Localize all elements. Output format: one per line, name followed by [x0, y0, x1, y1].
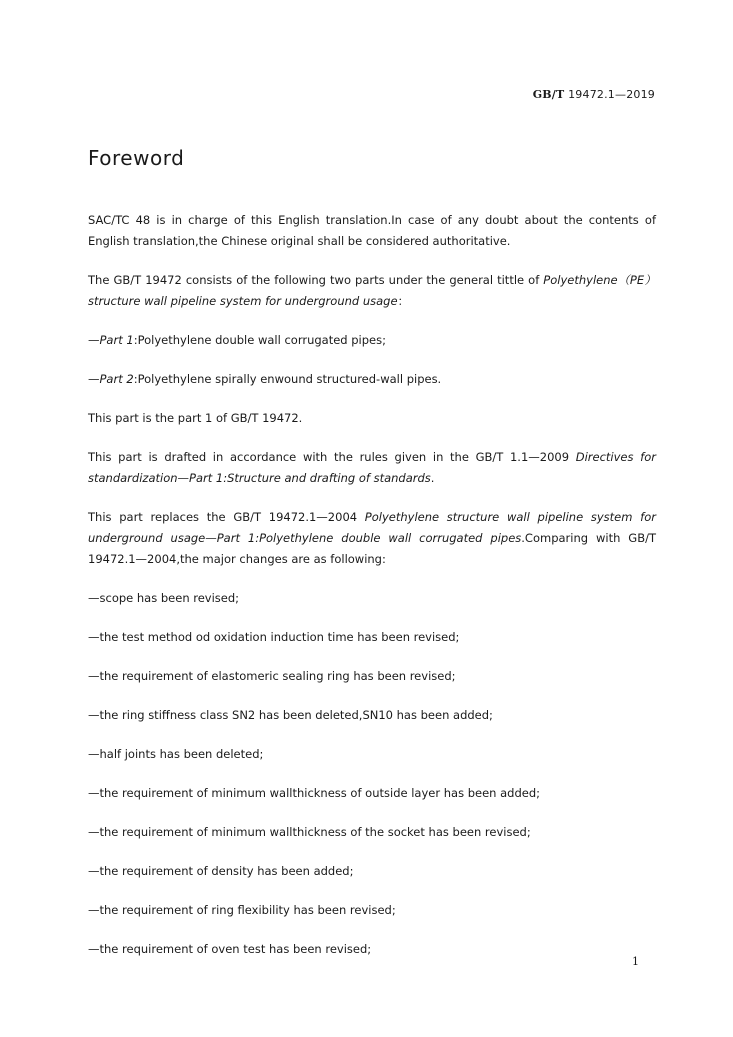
- parts-intro-end: ：: [397, 294, 410, 308]
- page-number: 1: [632, 955, 639, 968]
- part-1-label: Part 1: [99, 333, 134, 347]
- part-1-dash: —: [88, 333, 100, 347]
- replacement-text: This part replaces the GB/T 19472.1—2004: [88, 510, 365, 524]
- part-2-item: [88, 369, 656, 390]
- change-item: —the ring stiffness class SN2 has been deleted,SN10 has been added;: [88, 708, 493, 722]
- general-title: Polyethylene（PE） structure wall pipeline system for underground usage: [88, 273, 656, 308]
- document-body: [88, 210, 656, 978]
- translation-note-paragraph: [88, 210, 656, 252]
- standard-number: 19472.1—2019: [564, 88, 655, 101]
- part-2-label: Part 2: [99, 372, 134, 386]
- part-2-dash: —: [88, 372, 100, 386]
- change-item: —half joints has been deleted;: [88, 747, 264, 761]
- page-title: Foreword: [88, 146, 185, 170]
- change-item: —the test method od oxidation induction time has been revised;: [88, 630, 460, 644]
- parts-intro-paragraph: [88, 270, 656, 312]
- translation-note-text: SAC/TC 48 is in charge of this English translation.In case of any doubt about the contents of English translation,the Chinese original shall be considered authoritative.: [88, 213, 656, 248]
- drafting-rules-paragraph: [88, 447, 656, 489]
- change-item: —the requirement of minimum wallthickness of outside layer has been added;: [88, 786, 541, 800]
- parts-intro-text: The GB/T 19472 consists of the following two parts under the general tittle of: [88, 273, 544, 287]
- drafting-rules-end: .: [430, 471, 435, 485]
- part-2-text: :Polyethylene spirally enwound structured-wall pipes.: [133, 372, 442, 386]
- standard-code: GB/T: [532, 88, 565, 101]
- replacement-end: .Comparing with GB/T 19472.1—2004,the major changes are as following:: [88, 531, 656, 566]
- part-1-item: [88, 330, 656, 351]
- document-header: [533, 88, 655, 101]
- change-item: —the requirement of minimum wallthickness of the socket has been revised;: [88, 825, 531, 839]
- change-item: —the requirement of oven test has been revised;: [88, 942, 372, 956]
- part-1-text: :Polyethylene double wall corrugated pipes;: [133, 333, 386, 347]
- change-item: —the requirement of density has been added;: [88, 864, 354, 878]
- directives-title: Directives for standardization—Part 1:Structure and drafting of standards: [88, 450, 656, 485]
- part-statement-text: This part is the part 1 of GB/T 19472.: [88, 411, 303, 425]
- replaced-standard-title: Polyethylene structure wall pipeline system for underground usage—Part 1:Polyethylene double wall corrugated pipes: [88, 510, 656, 545]
- change-item: —scope has been revised;: [88, 591, 240, 605]
- part-statement-paragraph: [88, 408, 656, 429]
- change-item: —the requirement of ring flexibility has been revised;: [88, 903, 396, 917]
- change-item: —the requirement of elastomeric sealing ring has been revised;: [88, 669, 456, 683]
- replacement-paragraph: [88, 507, 656, 570]
- drafting-rules-text: This part is drafted in accordance with the rules given in the GB/T 1.1—2009: [88, 450, 576, 464]
